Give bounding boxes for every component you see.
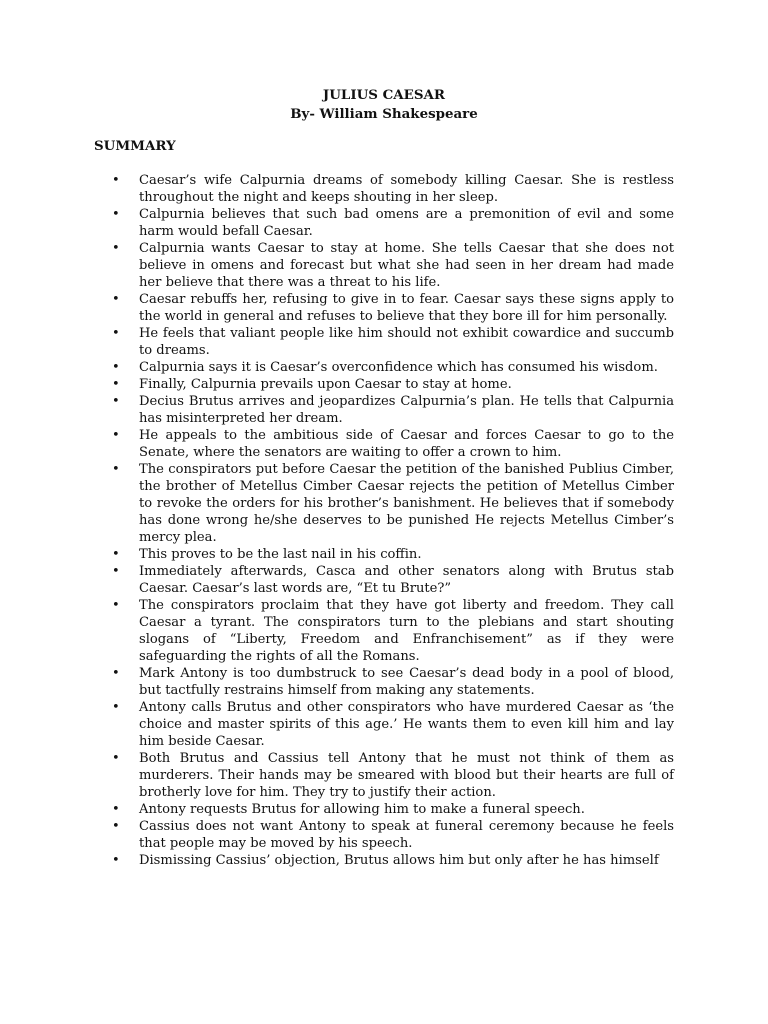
document-author: By- William Shakespeare bbox=[290, 106, 478, 122]
list-item bbox=[112, 597, 674, 665]
list-item bbox=[112, 852, 674, 869]
bullet-icon: • bbox=[112, 377, 120, 392]
list-item bbox=[112, 172, 674, 206]
list-item-text: Calpurnia wants Caesar to stay at home. She tells Caesar that she does not believe in omens and forecast but what she had seen in her dream had made her believe that there was a threat to his life. bbox=[139, 241, 674, 290]
list-item-text: Cassius does not want Antony to speak at funeral ceremony because he feels that people may be moved by his speech. bbox=[139, 819, 674, 851]
bullet-icon: • bbox=[112, 207, 120, 222]
list-item-text: Immediately afterwards, Casca and other senators along with Brutus stab Caesar. Caesar’s last words are, “Et tu Brute?” bbox=[139, 564, 674, 596]
list-item bbox=[112, 699, 674, 750]
bullet-icon: • bbox=[112, 428, 120, 443]
bullet-icon: • bbox=[112, 394, 120, 409]
document-title: JULIUS CAESAR bbox=[322, 87, 446, 103]
bullet-icon: • bbox=[112, 241, 120, 256]
bullet-icon: • bbox=[112, 547, 120, 562]
summary-bullet-list bbox=[112, 172, 674, 869]
bullet-icon: • bbox=[112, 173, 120, 188]
list-item bbox=[112, 818, 674, 852]
list-item bbox=[112, 240, 674, 291]
list-item-text: Calpurnia says it is Caesar’s overconfidence which has consumed his wisdom. bbox=[139, 360, 658, 375]
list-item bbox=[112, 291, 674, 325]
list-item bbox=[112, 801, 674, 818]
list-item-text: The conspirators put before Caesar the petition of the banished Publius Cimber, the brother of Metellus Cimber Caesar rejects the petition of Metellus Cimber to revoke the orders for his brother’s banishment. He believes that if somebody has done wrong he/she deserves to be punished He rejects Metellus Cimber’s mercy plea. bbox=[139, 462, 674, 545]
list-item-text: He feels that valiant people like him should not exhibit cowardice and succumb to dreams. bbox=[139, 326, 674, 358]
bullet-icon: • bbox=[112, 360, 120, 375]
list-item-text: Mark Antony is too dumbstruck to see Caesar’s dead body in a pool of blood, but tactfully restrains himself from making any statements. bbox=[139, 666, 674, 698]
list-item-text: Antony requests Brutus for allowing him to make a funeral speech. bbox=[139, 802, 585, 817]
list-item bbox=[112, 563, 674, 597]
list-item bbox=[112, 376, 674, 393]
bullet-icon: • bbox=[112, 292, 120, 307]
list-item-text: Both Brutus and Cassius tell Antony that he must not think of them as murderers. Their hands may be smeared with blood but their hearts are full of brotherly love for him. They try to justify their action. bbox=[139, 751, 674, 800]
bullet-icon: • bbox=[112, 700, 120, 715]
list-item-text: He appeals to the ambitious side of Caesar and forces Caesar to go to the Senate, where the senators are waiting to offer a crown to him. bbox=[139, 428, 674, 460]
bullet-icon: • bbox=[112, 598, 120, 613]
list-item-text: Dismissing Cassius’ objection, Brutus allows him but only after he has himself bbox=[139, 853, 659, 868]
list-item bbox=[112, 461, 674, 546]
list-item-text: Caesar rebuffs her, refusing to give in to fear. Caesar says these signs apply to the world in general and refuses to believe that they bore ill for him personally. bbox=[139, 292, 674, 324]
list-item-text: Calpurnia believes that such bad omens are a premonition of evil and some harm would befall Caesar. bbox=[139, 207, 674, 239]
list-item-text: Antony calls Brutus and other conspirators who have murdered Caesar as ‘the choice and master spirits of this age.’ He wants them to even kill him and lay him beside Caesar. bbox=[139, 700, 674, 749]
list-item bbox=[112, 325, 674, 359]
list-item bbox=[112, 546, 674, 563]
list-item bbox=[112, 359, 674, 376]
list-item bbox=[112, 206, 674, 240]
bullet-icon: • bbox=[112, 853, 120, 868]
list-item bbox=[112, 427, 674, 461]
bullet-icon: • bbox=[112, 751, 120, 766]
bullet-icon: • bbox=[112, 666, 120, 681]
list-item-text: This proves to be the last nail in his coffin. bbox=[139, 547, 422, 562]
list-item-text: Decius Brutus arrives and jeopardizes Calpurnia’s plan. He tells that Calpurnia has misinterpreted her dream. bbox=[139, 394, 674, 426]
bullet-icon: • bbox=[112, 326, 120, 341]
title-block bbox=[0, 86, 768, 124]
list-item bbox=[112, 665, 674, 699]
section-heading-summary: SUMMARY bbox=[94, 138, 176, 154]
list-item-text: Finally, Calpurnia prevails upon Caesar to stay at home. bbox=[139, 377, 512, 392]
bullet-icon: • bbox=[112, 819, 120, 834]
bullet-icon: • bbox=[112, 564, 120, 579]
list-item bbox=[112, 393, 674, 427]
list-item-text: The conspirators proclaim that they have got liberty and freedom. They call Caesar a tyrant. The conspirators turn to the plebians and start shouting slogans of “Liberty, Freedom and Enfranchisement” as if they were safeguarding the rights of all the Romans. bbox=[139, 598, 674, 664]
list-item-text: Caesar’s wife Calpurnia dreams of somebody killing Caesar. She is restless throughout the night and keeps shouting in her sleep. bbox=[139, 173, 674, 205]
bullet-icon: • bbox=[112, 462, 120, 477]
list-item bbox=[112, 750, 674, 801]
bullet-icon: • bbox=[112, 802, 120, 817]
